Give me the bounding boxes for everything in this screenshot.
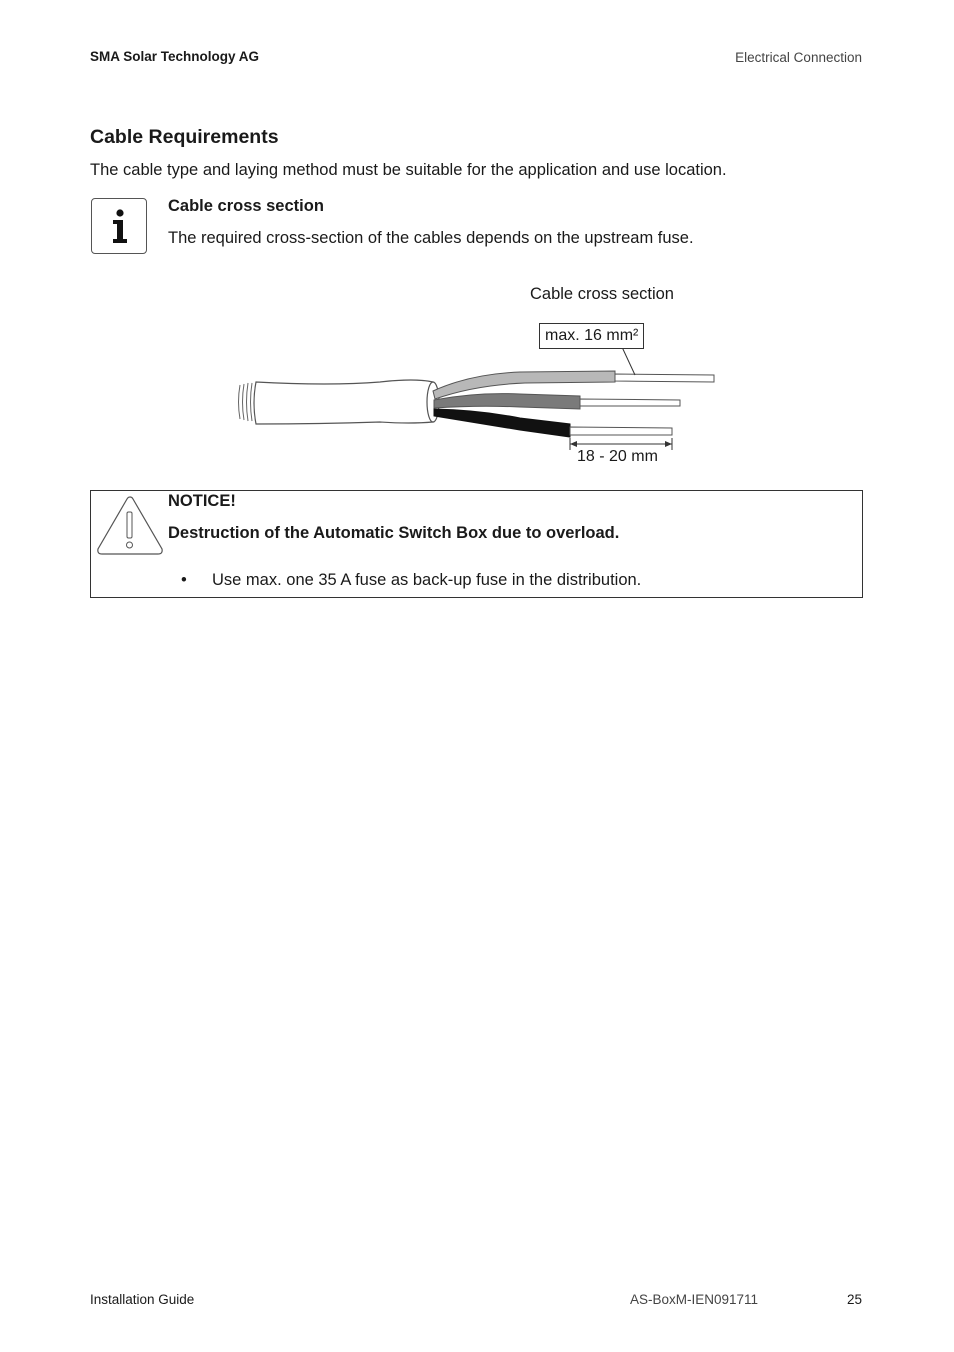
warning-icon [95,494,165,558]
info-icon [91,198,147,254]
header-company: SMA Solar Technology AG [90,49,260,64]
info-text: The required cross-section of the cables depends on the upstream fuse. [168,229,694,247]
footer-doc-id: AS-BoxM-IEN091711 [630,1292,759,1307]
footer-doc-type: Installation Guide [90,1292,195,1307]
section-title: Cable Requirements [90,126,279,148]
notice-title: NOTICE! [168,492,236,510]
info-title: Cable cross section [168,197,324,215]
figure-caption: Cable cross section [530,285,674,303]
page-number: 25 [846,1292,862,1307]
section-intro: The cable type and laying method must be suitable for the application and use location. [90,161,727,179]
strip-length-label: 18 - 20 mm [577,448,658,465]
header-chapter: Electrical Connection [735,50,862,65]
bullet-marker: • [181,571,187,589]
max-cross-section-label: max. 16 mm² [539,323,644,349]
notice-bullet: Use max. one 35 A fuse as back-up fuse in the distribution. [212,571,642,589]
cable-illustration [220,278,740,478]
notice-text: Destruction of the Automatic Switch Box due to overload. [168,524,620,542]
